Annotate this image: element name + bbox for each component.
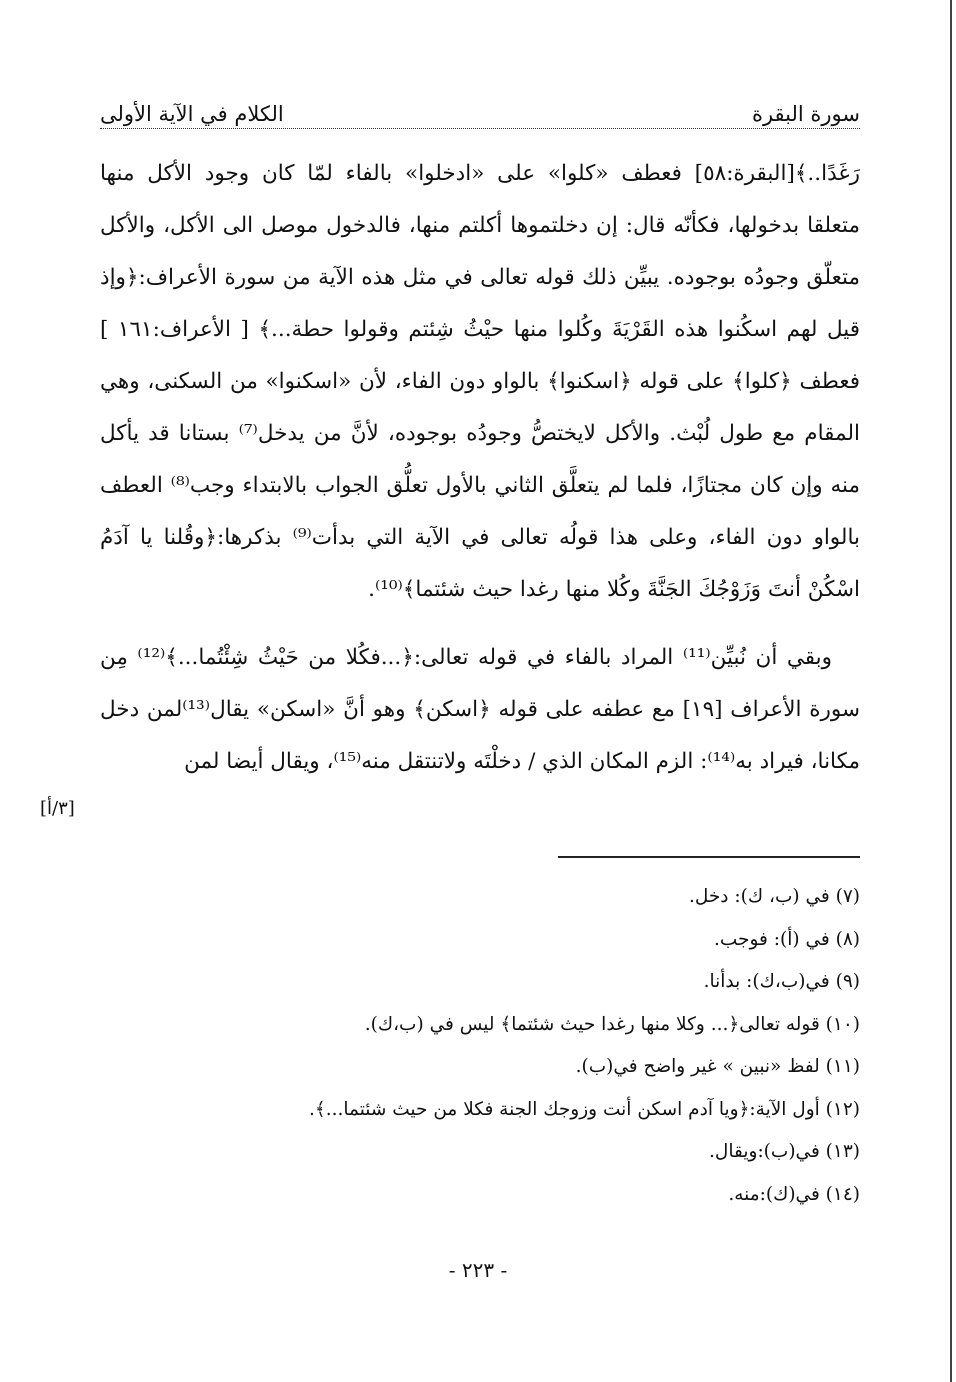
footnote-item: (١٢) أول الآية:﴿ويا آدم اسكن أنت وزوجك الجنة فكلا من حيث شئتما...﴾. <box>309 1098 860 1120</box>
footnote-item: (٨) في (أ): فوجب. <box>714 928 860 950</box>
footnote-separator <box>558 856 860 858</box>
footnote-item: (١١) لفظ «نبين » غير واضح في(ب). <box>575 1056 860 1077</box>
footnotes <box>100 876 860 1216</box>
main-text <box>100 148 860 788</box>
header-surah-title: سورة البقرة <box>751 102 860 126</box>
paragraph: وبقي أن نُبيِّن⁽¹¹⁾ المراد بالفاء في قوله تعالى:﴿...فكُلا من حَيْثُ شِئْتُما...﴾⁽¹²⁾ مِن سورة الأعراف [١٩] مع عطفه على قوله ﴿اسكن﴾ وهو أنَّ «اسكن» يقال⁽¹³⁾لمن دخل مكانا، فيراد به⁽¹⁴⁾: الزم المكان الذي / دخلْتَه ولاتنتقل منه⁽¹⁵⁾، ويقال أيضا لمن <box>100 645 861 774</box>
header-section-title: الكلام في الآية الأولى <box>100 102 284 126</box>
footnote-item: (١٣) في(ب):ويقال. <box>709 1141 860 1162</box>
footnote-item: (١٠) قوله تعالى﴿... وكلا منها رغدا حيث شئتما﴾ ليس في (ب،ك). <box>364 1013 860 1035</box>
footnote-item: (٧) في (ب، ك): دخل. <box>688 886 860 907</box>
margin-manuscript-reference: [٣/أ] <box>40 798 75 819</box>
paragraph: رَغَدًا..﴾[البقرة:٥٨] فعطف «كلوا» على «ادخلوا» بالفاء لمّا كان وجود الأكل منها متعلقا بدخولها، فكأنّه قال: إن دخلتموها أكلتم منها، فالدخول موصل الى الأكل، والأكل متعلّق وجودُه بوجوده. يبيِّن ذلك قوله تعالى في مثل هذه الآية من سورة الأعراف:﴿وإذ قيل لهم اسكُنوا هذه القَرْيَةَ وكُلوا منها حيْثُ شِئتم وقولوا حطة...﴾ [ الأعراف:١٦١ ] فعطف ﴿كلوا﴾ على قوله ﴿اسكنوا﴾ بالواو دون الفاء، لأن «اسكنوا» من السكنى، وهي المقام مع طول لُبْث. والأكل لايختصُّ وجودُه بوجوده، لأنَّ من يدخل⁽⁷⁾ بستانا قد يأكل منه وإن كان مجتازًا، فلما لم يتعلَّق الثاني بالأول تعلُّق الجواب بالابتداء وجب⁽⁸⁾ العطف بالواو دون الفاء، وعلى هذا قولُه تعالى في الآية التي بدأت⁽⁹⁾ بذكرها:﴿وقُلنا يا آدَمُ اسْكُنْ أنتَ وَزَوْجُكَ الجَنَّةَ وكُلا منها رغدا حيث شئتما﴾⁽¹⁰⁾. <box>100 161 861 602</box>
footnote-item: (٩) في(ب،ك): بدأنا. <box>703 971 860 992</box>
footnote-item: (١٤) في(ك):منه. <box>728 1183 860 1205</box>
page-number: - ٢٢٣ - <box>448 1258 508 1282</box>
running-header <box>100 92 860 129</box>
